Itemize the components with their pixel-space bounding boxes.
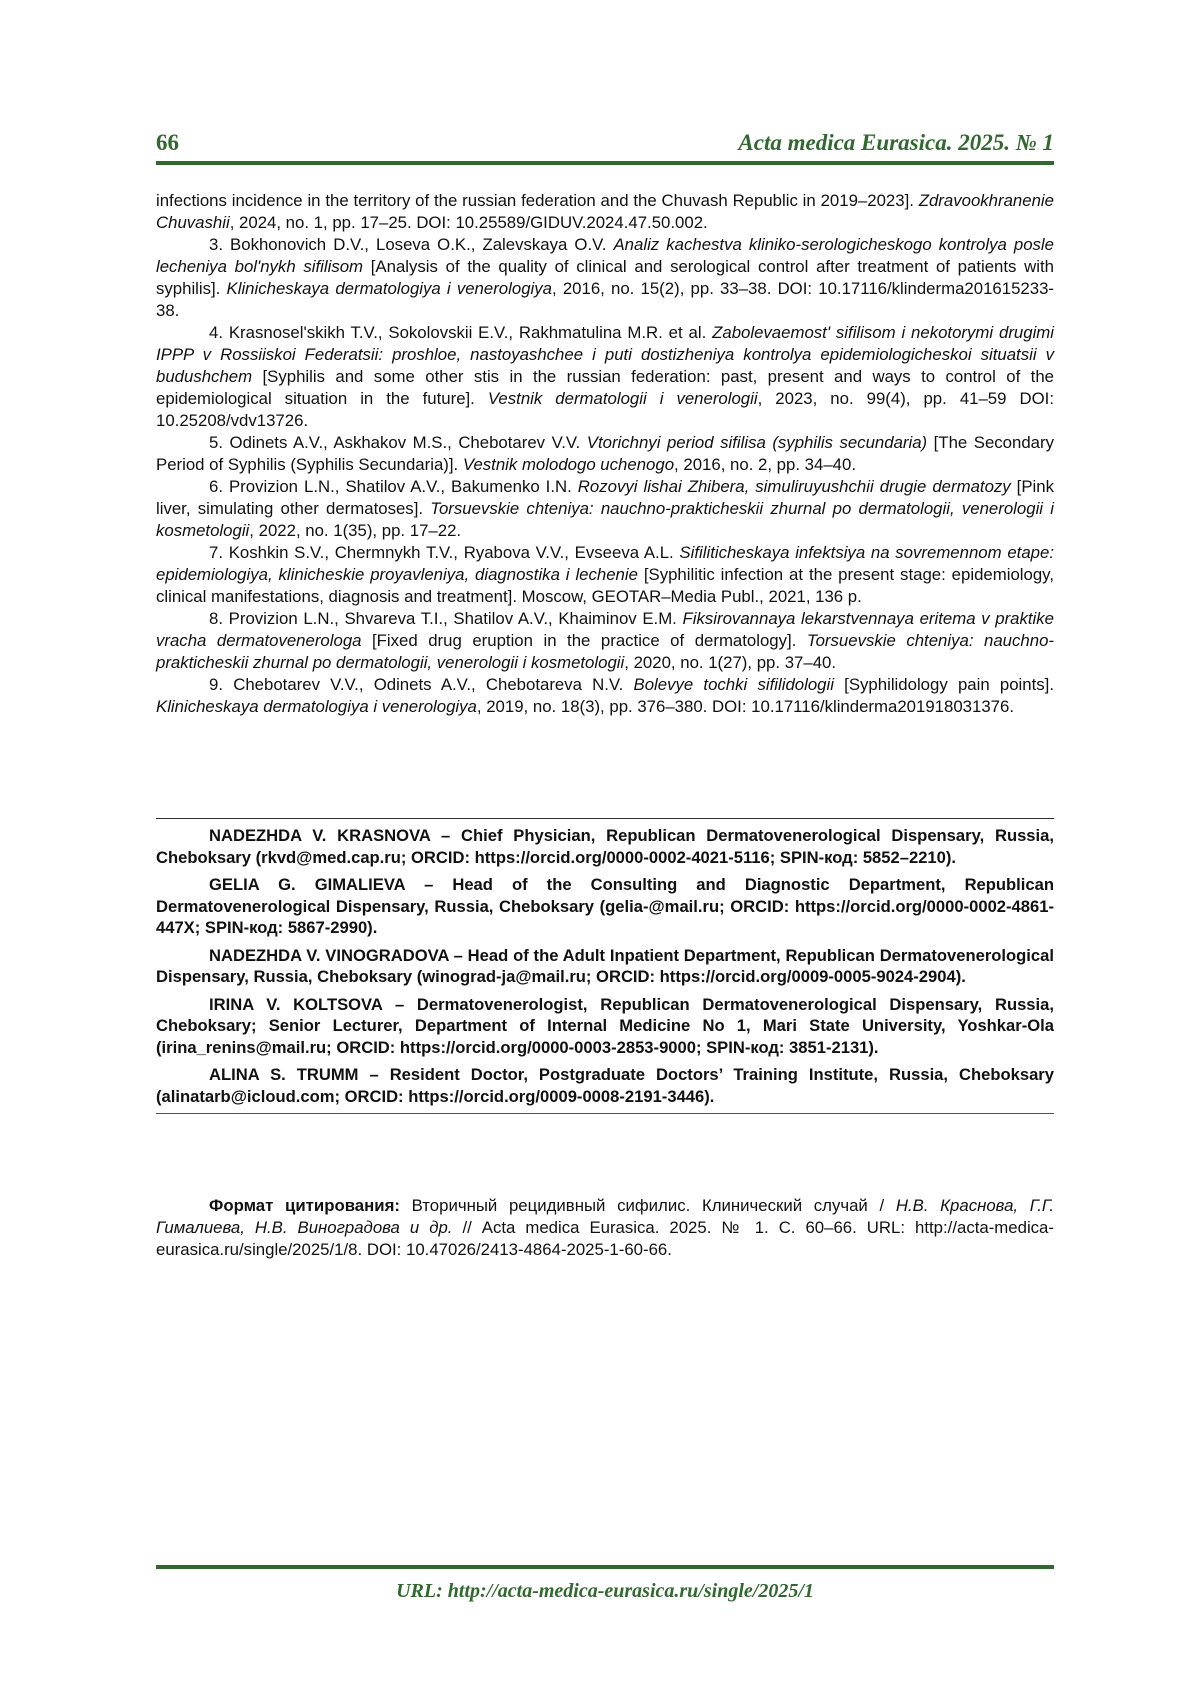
reference-continuation: infections incidence in the territory of the russian federation and the Chuvash Republic in 2019–2023]. Zdravookhranenie Chuvashii, 2024, no. 1, pp. 17–25. DOI: 10.25589/GIDUV.2024.47.50.002. <box>156 190 1054 234</box>
header-divider <box>156 161 1054 165</box>
page-number: 66 <box>156 130 179 156</box>
reference-8: 8. Provizion L.N., Shvareva T.I., Shatilov A.V., Khaiminov E.M. Fiksirovannaya lekarstvennaya eritema v praktike vracha dermatovenerologa [Fixed drug eruption in the practice of dermatology]. Torsuevskie chteniya: nauchno-prakticheskii zhurnal po dermatologii, venerologii i kosmetologii, 2020, no. 1(27), pp. 37–40. <box>156 608 1054 674</box>
author-info: IRINA V. KOLTSOVA – Dermatovenerologist, Republican Dermatovenerological Dispensary, Russia, Cheboksary; Senior Lecturer, Department of Internal Medicine No 1, Mari State University, Yoshkar-Ola (irina_renins@mail.ru; ORCID: https://orcid.org/0000-0003-2853-9000; SPIN-код: 3851-2131). <box>156 994 1054 1059</box>
running-header <box>156 130 1054 160</box>
reference-5: 5. Odinets A.V., Askhakov M.S., Chebotarev V.V. Vtorichnyi period sifilisa (syphilis secundaria) [The Secondary Period of Syphilis (Syphilis Secundaria)]. Vestnik molodogo uchenogo, 2016, no. 2, pp. 34–40. <box>156 432 1054 476</box>
footer-url: URL: http://acta-medica-eurasica.ru/single/2025/1 <box>156 1580 1054 1603</box>
citation-label: Формат цитирования: <box>209 1196 400 1215</box>
reference-6: 6. Provizion L.N., Shatilov A.V., Bakumenko I.N. Rozovyi lishai Zhibera, simuliruyushchii drugie dermatozy [Pink liver, simulating other dermatoses]. Torsuevskie chteniya: nauchno-prakticheskii zhurnal po dermatologii, venerologii i kosmetologii, 2022, no. 1(35), pp. 17–22. <box>156 476 1054 542</box>
footer-divider <box>156 1565 1054 1569</box>
reference-7: 7. Koshkin S.V., Chermnykh T.V., Ryabova V.V., Evseeva A.L. Sifiliticheskaya infektsiya na sovremennom etape: epidemiologiya, klinicheskie proyavleniya, diagnostika i lechenie [Syphilitic infection at the present stage: epidemiology, clinical manifestations, diagnosis and treatment]. Moscow, GEOTAR–Media Publ., 2021, 136 p. <box>156 542 1054 608</box>
reference-4: 4. Krasnosel'skikh T.V., Sokolovskii E.V., Rakhmatulina M.R. et al. Zabolevaemost' sifilisom i nekotorymi drugimi IPPP v Rossiiskoi Federatsii: proshloe, nastoyashchee i puti dostizheniya kontrolya epidemiologicheskoi situatsii v budushchem [Syphilis and some other stis in the russian federation: past, present and ways to control of the epidemiological situation in the future]. Vestnik dermatologii i venerologii, 2023, no. 99(4), pp. 41–59 DOI: 10.25208/vdv13726. <box>156 322 1054 432</box>
reference-9: 9. Chebotarev V.V., Odinets A.V., Chebotareva N.V. Bolevye tochki sifilidologii [Syphilidology pain points]. Klinicheskaya dermatologiya i venerologiya, 2019, no. 18(3), pp. 376–380. DOI: 10.17116/klinderma201918031376. <box>156 674 1054 718</box>
references-list <box>156 190 1054 718</box>
journal-title: Acta medica Eurasica. 2025. № 1 <box>738 130 1054 156</box>
author-info: NADEZHDA V. KRASNOVA – Chief Physician, Republican Dermatovenerological Dispensary, Russia, Cheboksary (rkvd@med.cap.ru; ORCID: https://orcid.org/0000-0002-4021-5116; SPIN-код: 5852–2210). <box>156 825 1054 868</box>
author-info: ALINA S. TRUMM – Resident Doctor, Postgraduate Doctors’ Training Institute, Russia, Cheboksary (alinatarb@icloud.com; ORCID: https://orcid.org/0009-0008-2191-3446). <box>156 1064 1054 1107</box>
author-info-block <box>156 818 1054 1114</box>
journal-page <box>0 0 1200 1705</box>
author-info: GELIA G. GIMALIEVA – Head of the Consulting and Diagnostic Department, Republican Dermatovenerological Dispensary, Russia, Cheboksary (gelia-@mail.ru; ORCID: https://orcid.org/0000-0002-4861-447X; SPIN-код: 5867-2990). <box>156 874 1054 939</box>
reference-3: 3. Bokhonovich D.V., Loseva O.K., Zalevskaya O.V. Analiz kachestva kliniko-serologicheskogo kontrolya posle lecheniya bol'nykh sifilisom [Analysis of the quality of clinical and serological control after treatment of patients with syphilis]. Klinicheskaya dermatologiya i venerologiya, 2016, no. 15(2), pp. 33–38. DOI: 10.17116/klinderma201615233-38. <box>156 234 1054 322</box>
citation-format: Формат цитирования: Вторичный рецидивный сифилис. Клинический случай / Н.В. Краснова, Г.Г. Гималиева, Н.В. Виноградова и др. // Acta medica Eurasica. 2025. № 1. С. 60–66. URL: http://acta-medica-eurasica.ru/single/2025/1/8. DOI: 10.47026/2413-4864-2025-1-60-66. <box>156 1195 1054 1261</box>
author-info: NADEZHDA V. VINOGRADOVA – Head of the Adult Inpatient Department, Republican Dermatovenerological Dispensary, Russia, Cheboksary (winograd-ja@mail.ru; ORCID: https://orcid.org/0009-0005-9024-2904). <box>156 945 1054 988</box>
